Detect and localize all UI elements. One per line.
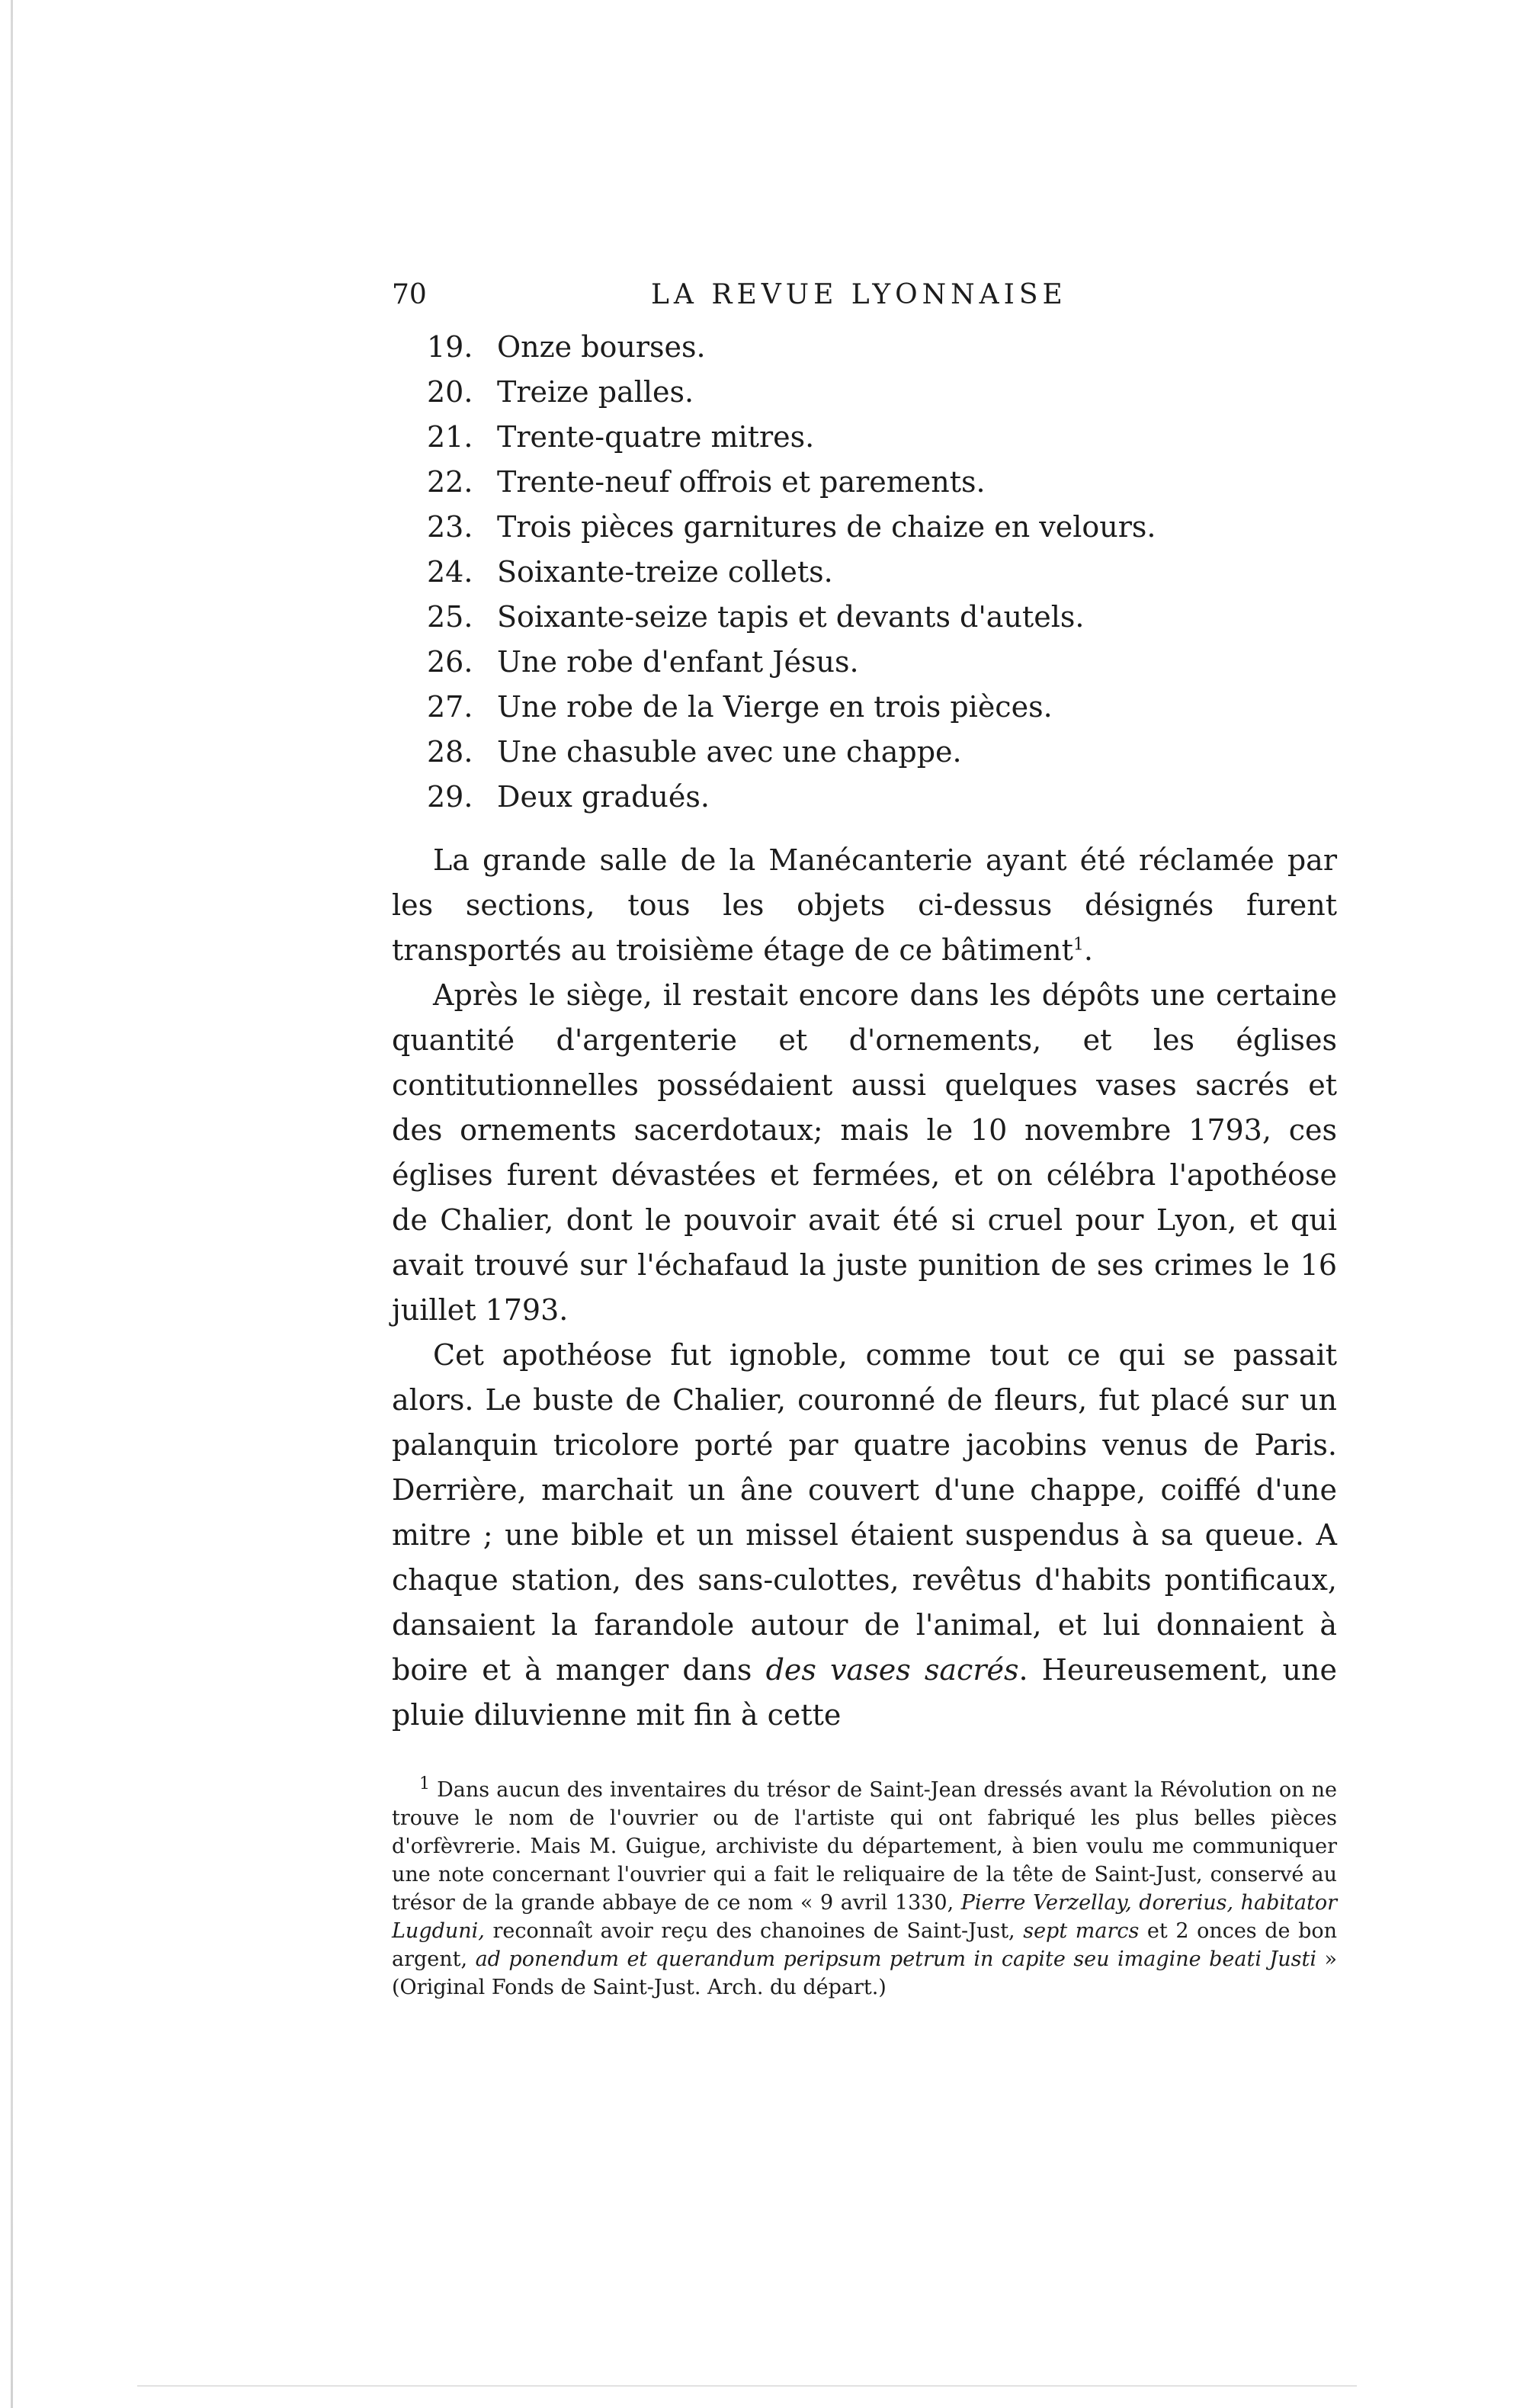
footnote-part-1: Dans aucun des inventaires du trésor de Saint-Jean dressés avant la Révolution on ne trouve le nom de l'ouvrier ou de l'artiste qui ont fabriqué les plus belles pièces d'orfèvrerie. Mais M. Guigue, archiviste du département, à bien voulu me communiquer une note concernant l'ouvrier qui a fait le reliquaire de la tête de Saint-Just, conservé au trésor de la grande abbaye de ce nom « 9 avril 1330, xyxy=(392,1778,1337,1915)
item-text: Treize palles. xyxy=(497,375,694,409)
scan-edge xyxy=(11,0,13,2408)
list-item xyxy=(427,730,1337,775)
item-number: 23. xyxy=(427,510,473,544)
list-item xyxy=(427,640,1337,685)
item-text: Une chasuble avec une chappe. xyxy=(497,735,962,769)
list-item xyxy=(427,415,1337,460)
list-item xyxy=(427,775,1337,820)
item-text: Onze bourses. xyxy=(497,330,706,364)
item-number: 22. xyxy=(427,465,473,499)
italic-vases-sacres: des vases sacrés xyxy=(765,1653,1019,1687)
item-number: 25. xyxy=(427,600,473,634)
inventory-list xyxy=(392,325,1337,820)
footnote-part-4: » (Original Fonds de Saint-Just. Arch. du départ.) xyxy=(392,1947,1337,1999)
list-item xyxy=(427,325,1337,370)
list-item xyxy=(427,685,1337,730)
item-text: Soixante-treize collets. xyxy=(497,555,833,589)
scan-bottom-line xyxy=(137,2385,1357,2387)
footnote-marker: 1 xyxy=(419,1774,430,1793)
list-item xyxy=(427,505,1337,550)
page xyxy=(392,275,1337,2002)
item-text: Soixante-seize tapis et devants d'autels. xyxy=(497,600,1085,634)
item-number: 27. xyxy=(427,690,473,724)
footnote-reference: 1 xyxy=(1073,935,1084,955)
paragraph-apotheose-end: . Heureusement, une pluie diluvienne mit fin à cette xyxy=(392,1653,1337,1732)
page-number: 70 xyxy=(392,279,427,310)
footnote-italic-1: Pierre Verzellay, dorerius, habitator Lugduni, xyxy=(392,1891,1337,1943)
item-text: Trente-quatre mitres. xyxy=(497,420,815,454)
paragraph-apotheose xyxy=(392,1333,1337,1738)
running-title: LA REVUE LYONNAISE xyxy=(651,279,1067,310)
footnote-part-3: et 2 onces de bon argent, xyxy=(392,1919,1337,1971)
item-number: 21. xyxy=(427,420,473,454)
list-item xyxy=(427,550,1337,595)
item-number: 20. xyxy=(427,375,473,409)
footnote-part-2: reconnaît avoir reçu des chanoines de Saint-Just, xyxy=(492,1919,1015,1943)
item-text: Trente-neuf offrois et parements. xyxy=(497,465,986,499)
paragraph-transfer-text: La grande salle de la Manécanterie ayant été réclamée par les sections, tous les objets ci-dessus désignés furent transportés au troisième étage de ce bâtiment xyxy=(392,843,1337,967)
item-number: 26. xyxy=(427,645,473,679)
item-text: Une robe de la Vierge en trois pièces. xyxy=(497,690,1053,724)
body-text xyxy=(392,838,1337,1738)
paragraph-transfer-end: . xyxy=(1083,933,1094,967)
running-head xyxy=(392,275,1337,320)
footnote-text xyxy=(392,1776,1337,2002)
paragraph-apotheose-text: Cet apothéose fut ignoble, comme tout ce qui se passait alors. Le buste de Chalier, couronné de fleurs, fut placé sur un palanquin tricolore porté par quatre jacobins venus de Paris. Derrière, marchait un âne couvert d'une chappe, coiffé d'une mitre ; une bible et un missel étaient suspendus à sa queue. A chaque station, des sans-culottes, revêtus d'habits pontificaux, dansaient la farandole autour de l'animal, et lui donnaient à boire et à manger dans xyxy=(392,1338,1337,1687)
footnote xyxy=(392,1776,1337,2002)
footnote-italic-3: ad ponendum et querandum peripsum petrum in capite seu imagine beati Justi xyxy=(475,1947,1316,1971)
list-item xyxy=(427,460,1337,505)
item-number: 19. xyxy=(427,330,473,364)
list-item xyxy=(427,595,1337,640)
list-item xyxy=(427,370,1337,415)
item-text: Trois pièces garnitures de chaize en velours. xyxy=(497,510,1156,544)
paragraph-transfer xyxy=(392,838,1337,973)
item-number: 24. xyxy=(427,555,473,589)
item-text: Une robe d'enfant Jésus. xyxy=(497,645,859,679)
paragraph-apres-siege: Après le siège, il restait encore dans les dépôts une certaine quantité d'argenterie et d'ornements, et les églises contitutionnelles possédaient aussi quelques vases sacrés et des ornements sacerdotaux; mais le 10 novembre 1793, ces églises furent dévastées et fermées, et on célébra l'apothéose de Chalier, dont le pouvoir avait été si cruel pour Lyon, et qui avait trouvé sur l'échafaud la juste punition de ses crimes le 16 juillet 1793. xyxy=(392,978,1337,1327)
item-number: 28. xyxy=(427,735,473,769)
footnote-italic-2: sept marcs xyxy=(1023,1919,1140,1943)
item-number: 29. xyxy=(427,780,473,814)
item-text: Deux gradués. xyxy=(497,780,710,814)
